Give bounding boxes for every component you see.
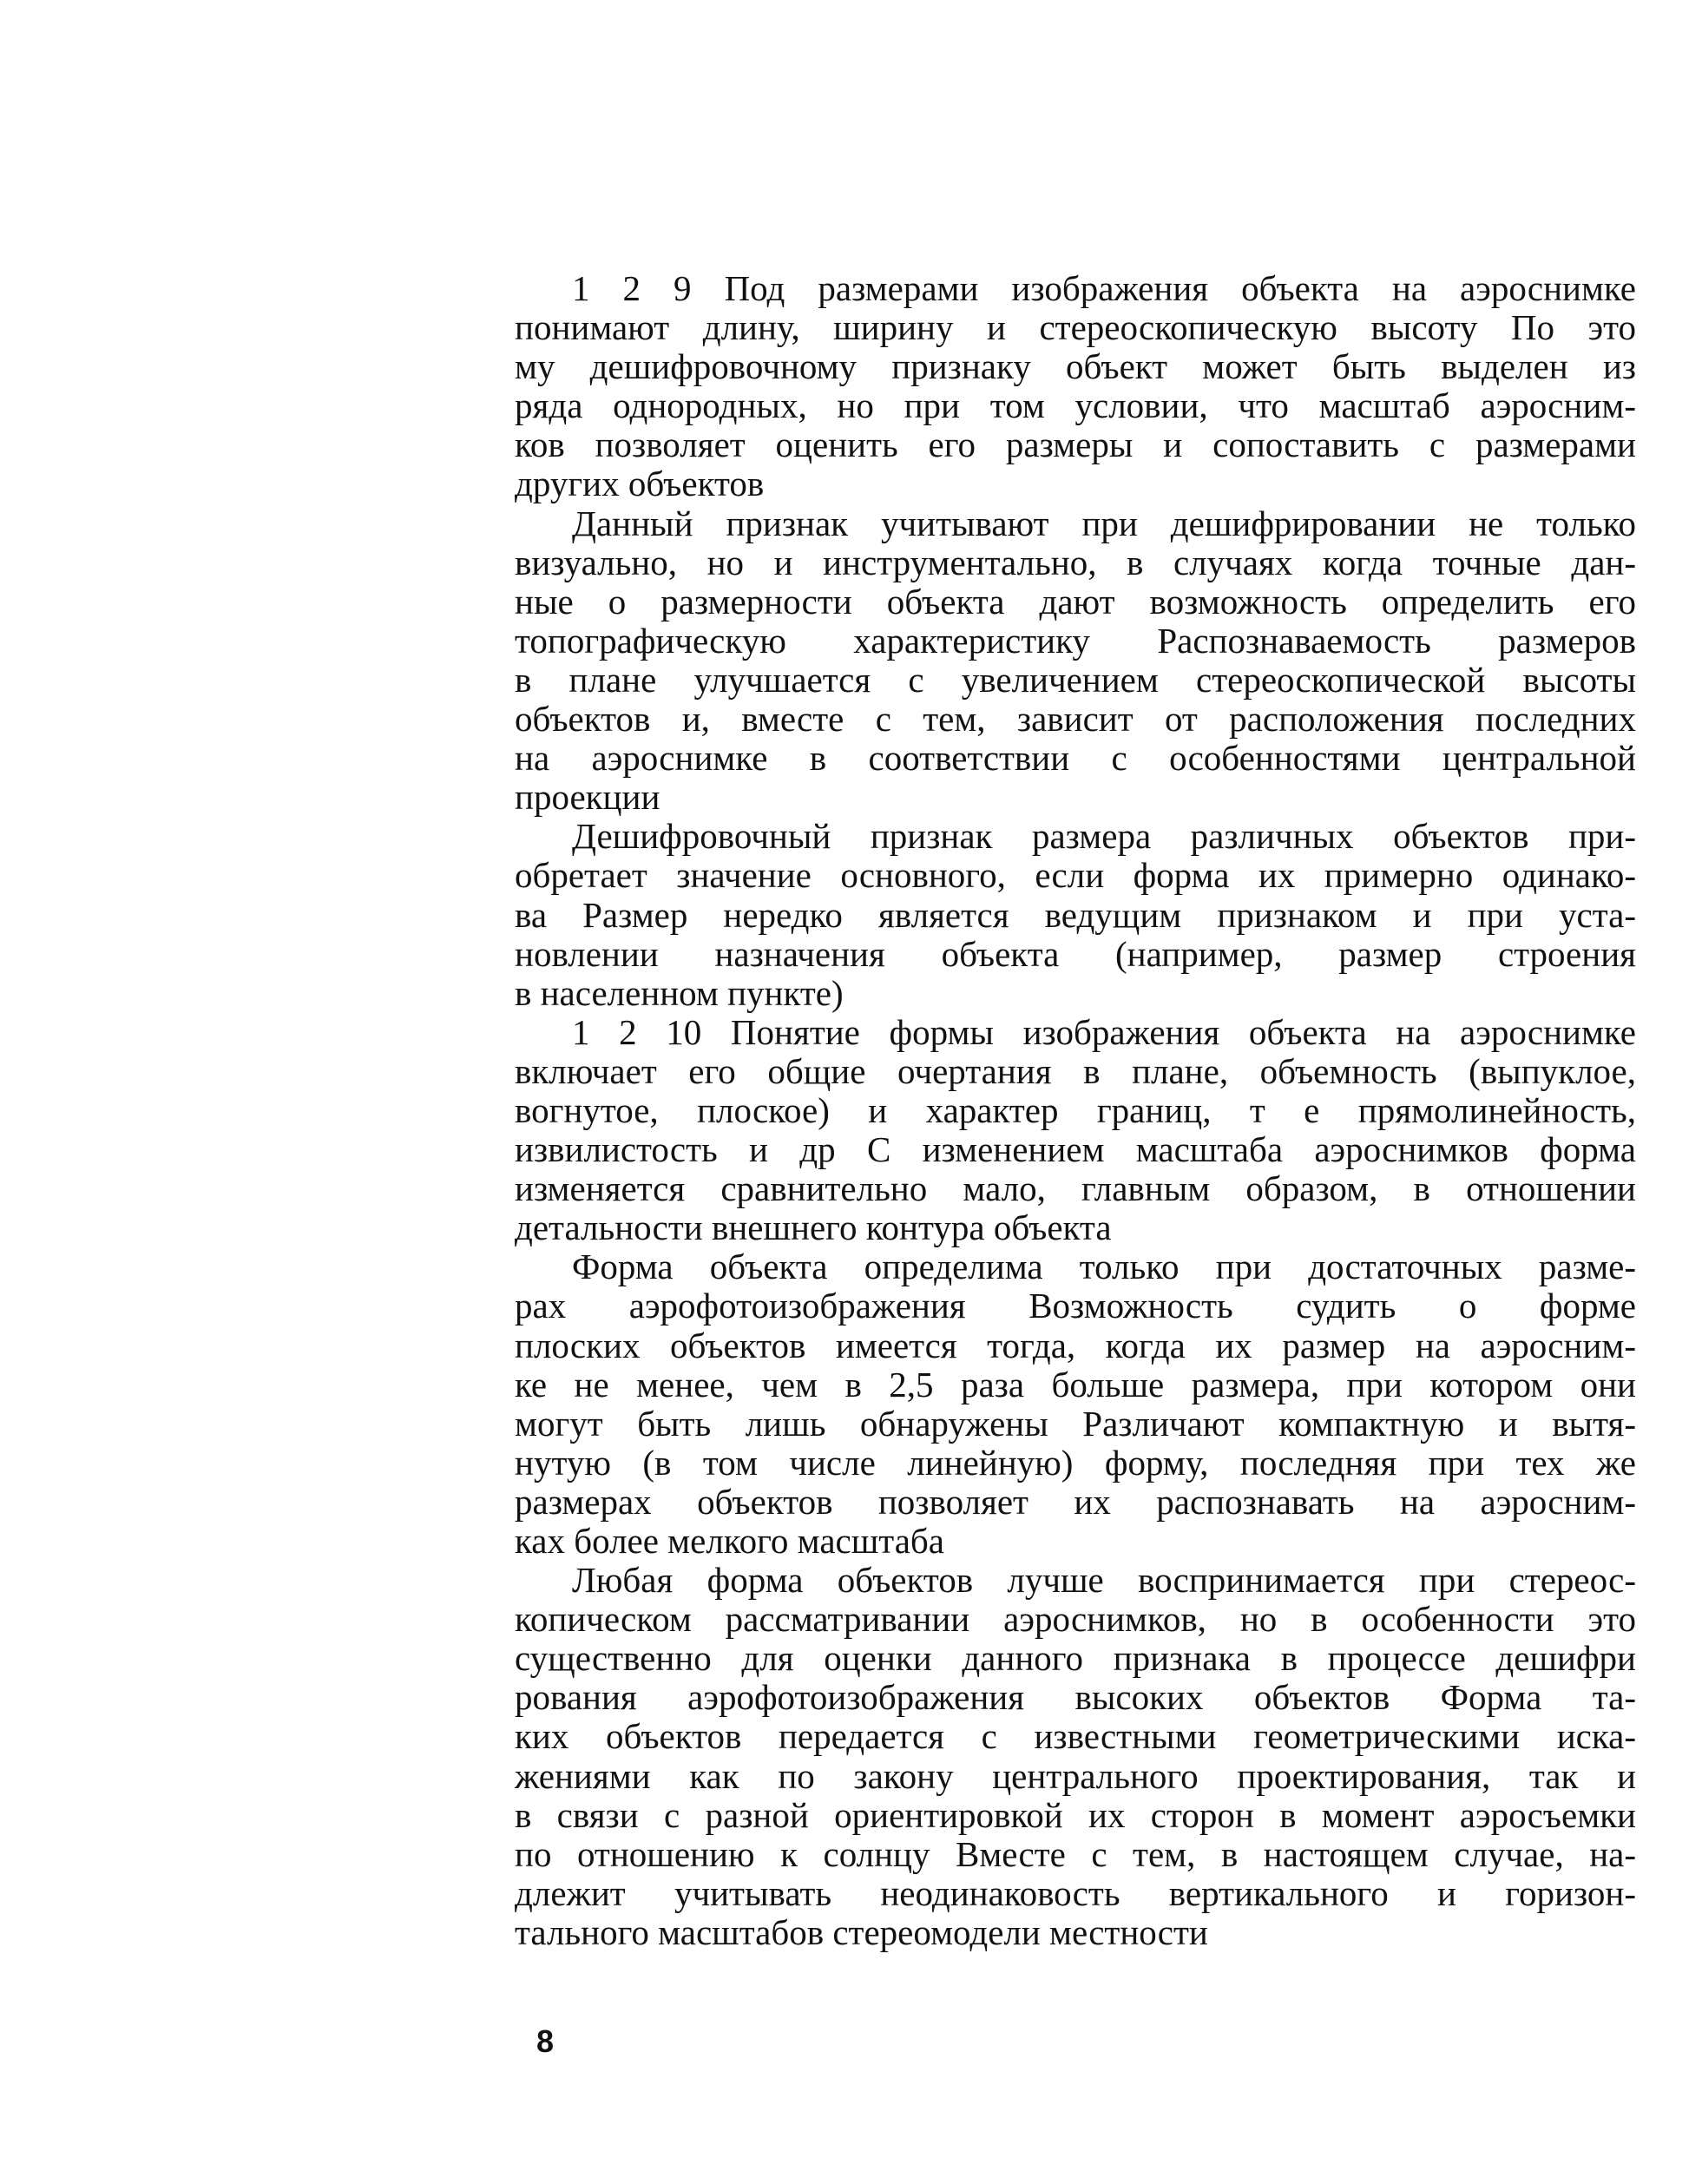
text-line: могут быть лишь обнаружены Различают компактную и вытя-	[515, 1403, 1636, 1444]
paragraph-form-definable	[515, 1247, 1636, 1561]
text-line: ные о размерности объекта дают возможность определить его	[515, 581, 1636, 622]
text-line: рах аэрофотоизображения Возможность судить о форме	[515, 1286, 1636, 1326]
text-line: 1 2 10 Понятие формы изображения объекта на аэроснимке	[572, 1011, 1636, 1052]
text-line: в населенном пункте)	[515, 972, 844, 1013]
text-line: нутую (в том числе линейную) форму, последняя при тех же	[515, 1442, 1636, 1483]
text-line: ках более мелкого масштаба	[515, 1521, 944, 1561]
text-line: других объектов	[515, 464, 765, 504]
text-line: в плане улучшается с увеличением стереоскопической высоты	[515, 659, 1636, 700]
text-line: детальности внешнего контура объекта	[515, 1207, 1112, 1248]
text-line: изменяется сравнительно мало, главным образом, в отношении	[515, 1168, 1636, 1209]
text-line: ков позволяет оценить его размеры и сопоставить с размерами	[515, 424, 1636, 465]
text-line: существенно для оценки данного признака в процессе дешифри	[515, 1638, 1636, 1679]
text-line: объектов и, вместе с тем, зависит от расположения последних	[515, 699, 1636, 740]
text-line: проекции	[515, 777, 660, 818]
text-line: размерах объектов позволяет их распознавать на аэросним-	[515, 1481, 1636, 1522]
text-line: Любая форма объектов лучше воспринимается при стереос-	[572, 1560, 1636, 1601]
paragraph-1-2-9	[515, 269, 1636, 504]
text-line: рования аэрофотоизображения высоких объектов Форма та-	[515, 1677, 1636, 1718]
text-line: ких объектов передается с известными геометрическими иска-	[515, 1716, 1636, 1757]
text-line: вогнутое, плоское) и характер границ, т е прямолинейность,	[515, 1089, 1636, 1130]
text-line: му дешифровочному признаку объект может быть выделен из	[515, 346, 1636, 387]
text-line: Форма объекта определима только при достаточных разме-	[572, 1247, 1636, 1287]
text-line: понимают длину, ширину и стереоскопическую высоту По это	[515, 307, 1636, 348]
text-line: топографическую характеристику Распознаваемость размеров	[515, 620, 1636, 661]
text-line: новлении назначения объекта (например, размер строения	[515, 933, 1636, 974]
text-line: плоских объектов имеется тогда, когда их размер на аэросним-	[515, 1325, 1636, 1365]
text-line: Дешифровочный признак размера различных объектов при-	[572, 816, 1636, 857]
paragraph-1-2-10	[515, 1013, 1636, 1248]
paragraph-size-main	[515, 817, 1636, 1012]
page-number: 8	[536, 2023, 555, 2059]
text-line: обретает значение основного, если форма их примерно одинако-	[515, 855, 1636, 896]
text-line: ва Размер нередко является ведущим признаком и при уста-	[515, 894, 1636, 935]
paragraph-size-feature	[515, 504, 1636, 818]
text-line: включает его общие очертания в плане, объемность (выпуклое,	[515, 1050, 1636, 1091]
text-line: копическом рассматривании аэроснимков, но в особенности это	[515, 1599, 1636, 1640]
text-line: длежит учитывать неодинаковость вертикального и горизон-	[515, 1872, 1636, 1913]
text-line: на аэроснимке в соответствии с особенностями центральной	[515, 738, 1636, 779]
paragraph-stereo-perception	[515, 1561, 1636, 1952]
text-line: тального масштабов стереомодели местности	[515, 1911, 1208, 1952]
text-line: жениями как по закону центрального проектирования, так и	[515, 1755, 1636, 1796]
text-line: ряда однородных, но при том условии, что масштаб аэросним-	[515, 385, 1636, 426]
text-line: 1 2 9 Под размерами изображения объекта на аэроснимке	[572, 268, 1636, 308]
body-text	[515, 269, 1636, 1952]
text-line: в связи с разной ориентировкой их сторон в момент аэросъемки	[515, 1794, 1636, 1835]
text-line: извилистость и др С изменением масштаба аэроснимков форма	[515, 1129, 1636, 1170]
text-line: Данный признак учитывают при дешифрировании не только	[572, 503, 1636, 543]
text-line: визуально, но и инструментально, в случаях когда точные дан-	[515, 542, 1636, 582]
text-line: по отношению к солнцу Вместе с тем, в настоящем случае, на-	[515, 1833, 1636, 1874]
text-line: ке не менее, чем в 2,5 раза больше размера, при котором они	[515, 1364, 1636, 1404]
